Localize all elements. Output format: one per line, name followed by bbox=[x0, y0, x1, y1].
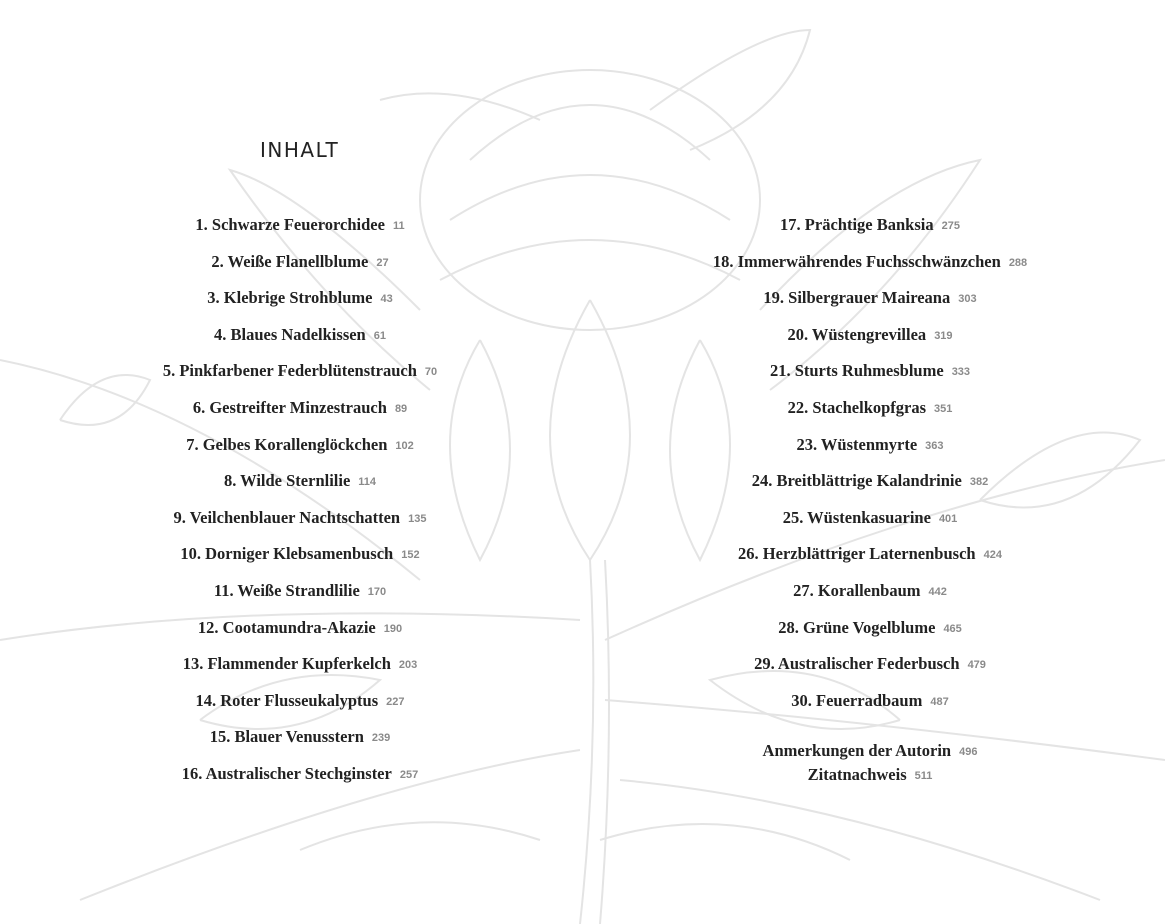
toc-entry-page: 70 bbox=[424, 366, 438, 379]
toc-entry[interactable] bbox=[140, 321, 460, 358]
toc-entry-label: 29. Australischer Federbusch bbox=[754, 654, 960, 674]
toc-entry-label: 25. Wüstenkasuarine bbox=[782, 507, 931, 527]
toc-entry-page: 465 bbox=[943, 622, 962, 635]
toc-entry[interactable] bbox=[690, 248, 1050, 285]
toc-entry[interactable] bbox=[690, 211, 1050, 248]
toc-title: INHALT bbox=[260, 138, 340, 162]
toc-entry-page: 170 bbox=[367, 585, 387, 598]
toc-entry-label: 11. Weiße Strandlilie bbox=[213, 580, 360, 600]
toc-left-column bbox=[140, 211, 460, 797]
toc-entry[interactable] bbox=[140, 687, 460, 724]
toc-entry-page: 382 bbox=[969, 476, 989, 489]
toc-entry-label: 6. Gestreifter Minzestrauch bbox=[192, 397, 387, 417]
toc-entry[interactable] bbox=[140, 467, 460, 504]
toc-entry-page: 43 bbox=[380, 293, 393, 306]
toc-entry-label: 2. Weiße Flanellblume bbox=[211, 251, 369, 271]
toc-entry[interactable] bbox=[690, 504, 1050, 541]
toc-entry-label: 10. Dorniger Klebsamenbusch bbox=[180, 544, 394, 564]
toc-entry-label: 3. Klebrige Strohblume bbox=[207, 288, 373, 308]
toc-entry-page: 11 bbox=[392, 220, 405, 232]
toc-entry[interactable] bbox=[140, 248, 460, 285]
toc-entry-citations[interactable] bbox=[690, 762, 1050, 786]
toc-entry-page: 442 bbox=[928, 585, 947, 598]
toc-entry-label: 7. Gelbes Korallenglöckchen bbox=[186, 434, 388, 454]
toc-entry-label: 18. Immerwährendes Fuchsschwänzchen bbox=[712, 251, 1001, 271]
toc-entry-label: Zitatnachweis bbox=[807, 765, 907, 784]
toc-entry-label: 4. Blaues Nadelkissen bbox=[214, 324, 366, 344]
toc-entry-label: 5. Pinkfarbener Federblütenstrauch bbox=[162, 361, 417, 381]
toc-entry-page: 190 bbox=[383, 622, 403, 635]
toc-entry-label: Anmerkungen der Autorin bbox=[762, 741, 952, 760]
toc-entry[interactable] bbox=[690, 394, 1050, 431]
toc-entry-label: 28. Grüne Vogelblume bbox=[778, 617, 936, 637]
toc-entry-label: 20. Wüstengrevillea bbox=[787, 324, 927, 344]
toc-entry-page: 257 bbox=[399, 768, 419, 781]
toc-entry-page: 27 bbox=[376, 256, 389, 269]
toc-entry[interactable] bbox=[690, 540, 1050, 577]
toc-entry[interactable] bbox=[140, 211, 460, 248]
toc-entry-page: 479 bbox=[967, 659, 986, 672]
toc-entry-page: 275 bbox=[941, 220, 960, 232]
toc-entry-page: 239 bbox=[371, 732, 391, 745]
toc-entry-page: 227 bbox=[386, 695, 405, 708]
toc-entry-page: 61 bbox=[373, 329, 386, 342]
toc-entry-page: 401 bbox=[938, 512, 958, 525]
toc-entry-label: 19. Silbergrauer Maireana bbox=[763, 288, 951, 308]
toc-entry-page: 203 bbox=[398, 659, 418, 672]
toc-entry-label: 30. Feuerradbaum bbox=[791, 690, 923, 710]
toc-entry-page: 496 bbox=[959, 746, 978, 758]
toc-right-column bbox=[690, 211, 1050, 723]
toc-entry-page: 89 bbox=[394, 402, 408, 415]
toc-entry[interactable] bbox=[690, 687, 1050, 724]
toc-entry-page: 152 bbox=[401, 549, 420, 562]
toc-entry-label: 24. Breitblättrige Kalandrinie bbox=[751, 471, 962, 491]
toc-entry[interactable] bbox=[690, 650, 1050, 687]
toc-entry[interactable] bbox=[140, 650, 460, 687]
toc-entry-label: 23. Wüstenmyrte bbox=[796, 434, 918, 454]
toc-entry[interactable] bbox=[690, 357, 1050, 394]
toc-entry-label: 9. Veilchenblauer Nachtschatten bbox=[173, 507, 401, 527]
toc-entry-label: 27. Korallenbaum bbox=[793, 580, 921, 600]
toc-entry-label: 22. Stachelkopfgras bbox=[787, 397, 927, 417]
toc-entry-label: 13. Flammender Kupferkelch bbox=[182, 654, 391, 674]
toc-entry-page: 487 bbox=[930, 695, 949, 708]
toc-entry[interactable] bbox=[140, 431, 460, 468]
toc-appendix bbox=[690, 738, 1050, 786]
toc-entry-label: 14. Roter Flusseukalyptus bbox=[195, 690, 379, 710]
toc-entry-label: 12. Cootamundra-Akazie bbox=[197, 617, 376, 637]
toc-entry-author-notes[interactable] bbox=[690, 738, 1050, 762]
toc-entry[interactable] bbox=[140, 760, 460, 797]
toc-entry-page: 102 bbox=[395, 439, 414, 452]
toc-entry-page: 303 bbox=[958, 293, 977, 306]
toc-entry-page: 135 bbox=[408, 512, 427, 525]
toc-entry[interactable] bbox=[690, 467, 1050, 504]
toc-entry[interactable] bbox=[140, 504, 460, 541]
toc-entry-page: 351 bbox=[934, 402, 953, 415]
toc-entry[interactable] bbox=[140, 284, 460, 321]
toc-entry[interactable] bbox=[140, 614, 460, 651]
toc-entry[interactable] bbox=[140, 577, 460, 614]
toc-entry-label: 26. Herzblättriger Laternenbusch bbox=[738, 544, 976, 564]
toc-entry-page: 511 bbox=[914, 770, 933, 782]
toc-entry-page: 424 bbox=[983, 549, 1002, 562]
toc-entry[interactable] bbox=[690, 431, 1050, 468]
toc-entry-page: 319 bbox=[934, 329, 953, 342]
toc-entry[interactable] bbox=[140, 723, 460, 760]
toc-entry-page: 114 bbox=[358, 476, 377, 489]
toc-entry-label: 21. Sturts Ruhmesblume bbox=[769, 361, 944, 381]
toc-entry-page: 333 bbox=[951, 366, 971, 379]
toc-entry-label: 16. Australischer Stechginster bbox=[181, 763, 392, 783]
toc-entry-label: 17. Prächtige Banksia bbox=[780, 215, 934, 234]
toc-entry[interactable] bbox=[140, 394, 460, 431]
toc-entry[interactable] bbox=[690, 284, 1050, 321]
toc-entry-label: 15. Blauer Venusstern bbox=[209, 727, 364, 747]
toc-entry[interactable] bbox=[140, 540, 460, 577]
toc-entry[interactable] bbox=[690, 577, 1050, 614]
toc-entry-page: 363 bbox=[925, 439, 944, 452]
toc-entry-label: 8. Wilde Sternlilie bbox=[223, 471, 351, 491]
toc-entry[interactable] bbox=[140, 357, 460, 394]
toc-entry[interactable] bbox=[690, 614, 1050, 651]
toc-entry-label: 1. Schwarze Feuerorchidee bbox=[195, 215, 385, 234]
toc-entry[interactable] bbox=[690, 321, 1050, 358]
toc-entry-page: 288 bbox=[1008, 256, 1028, 269]
